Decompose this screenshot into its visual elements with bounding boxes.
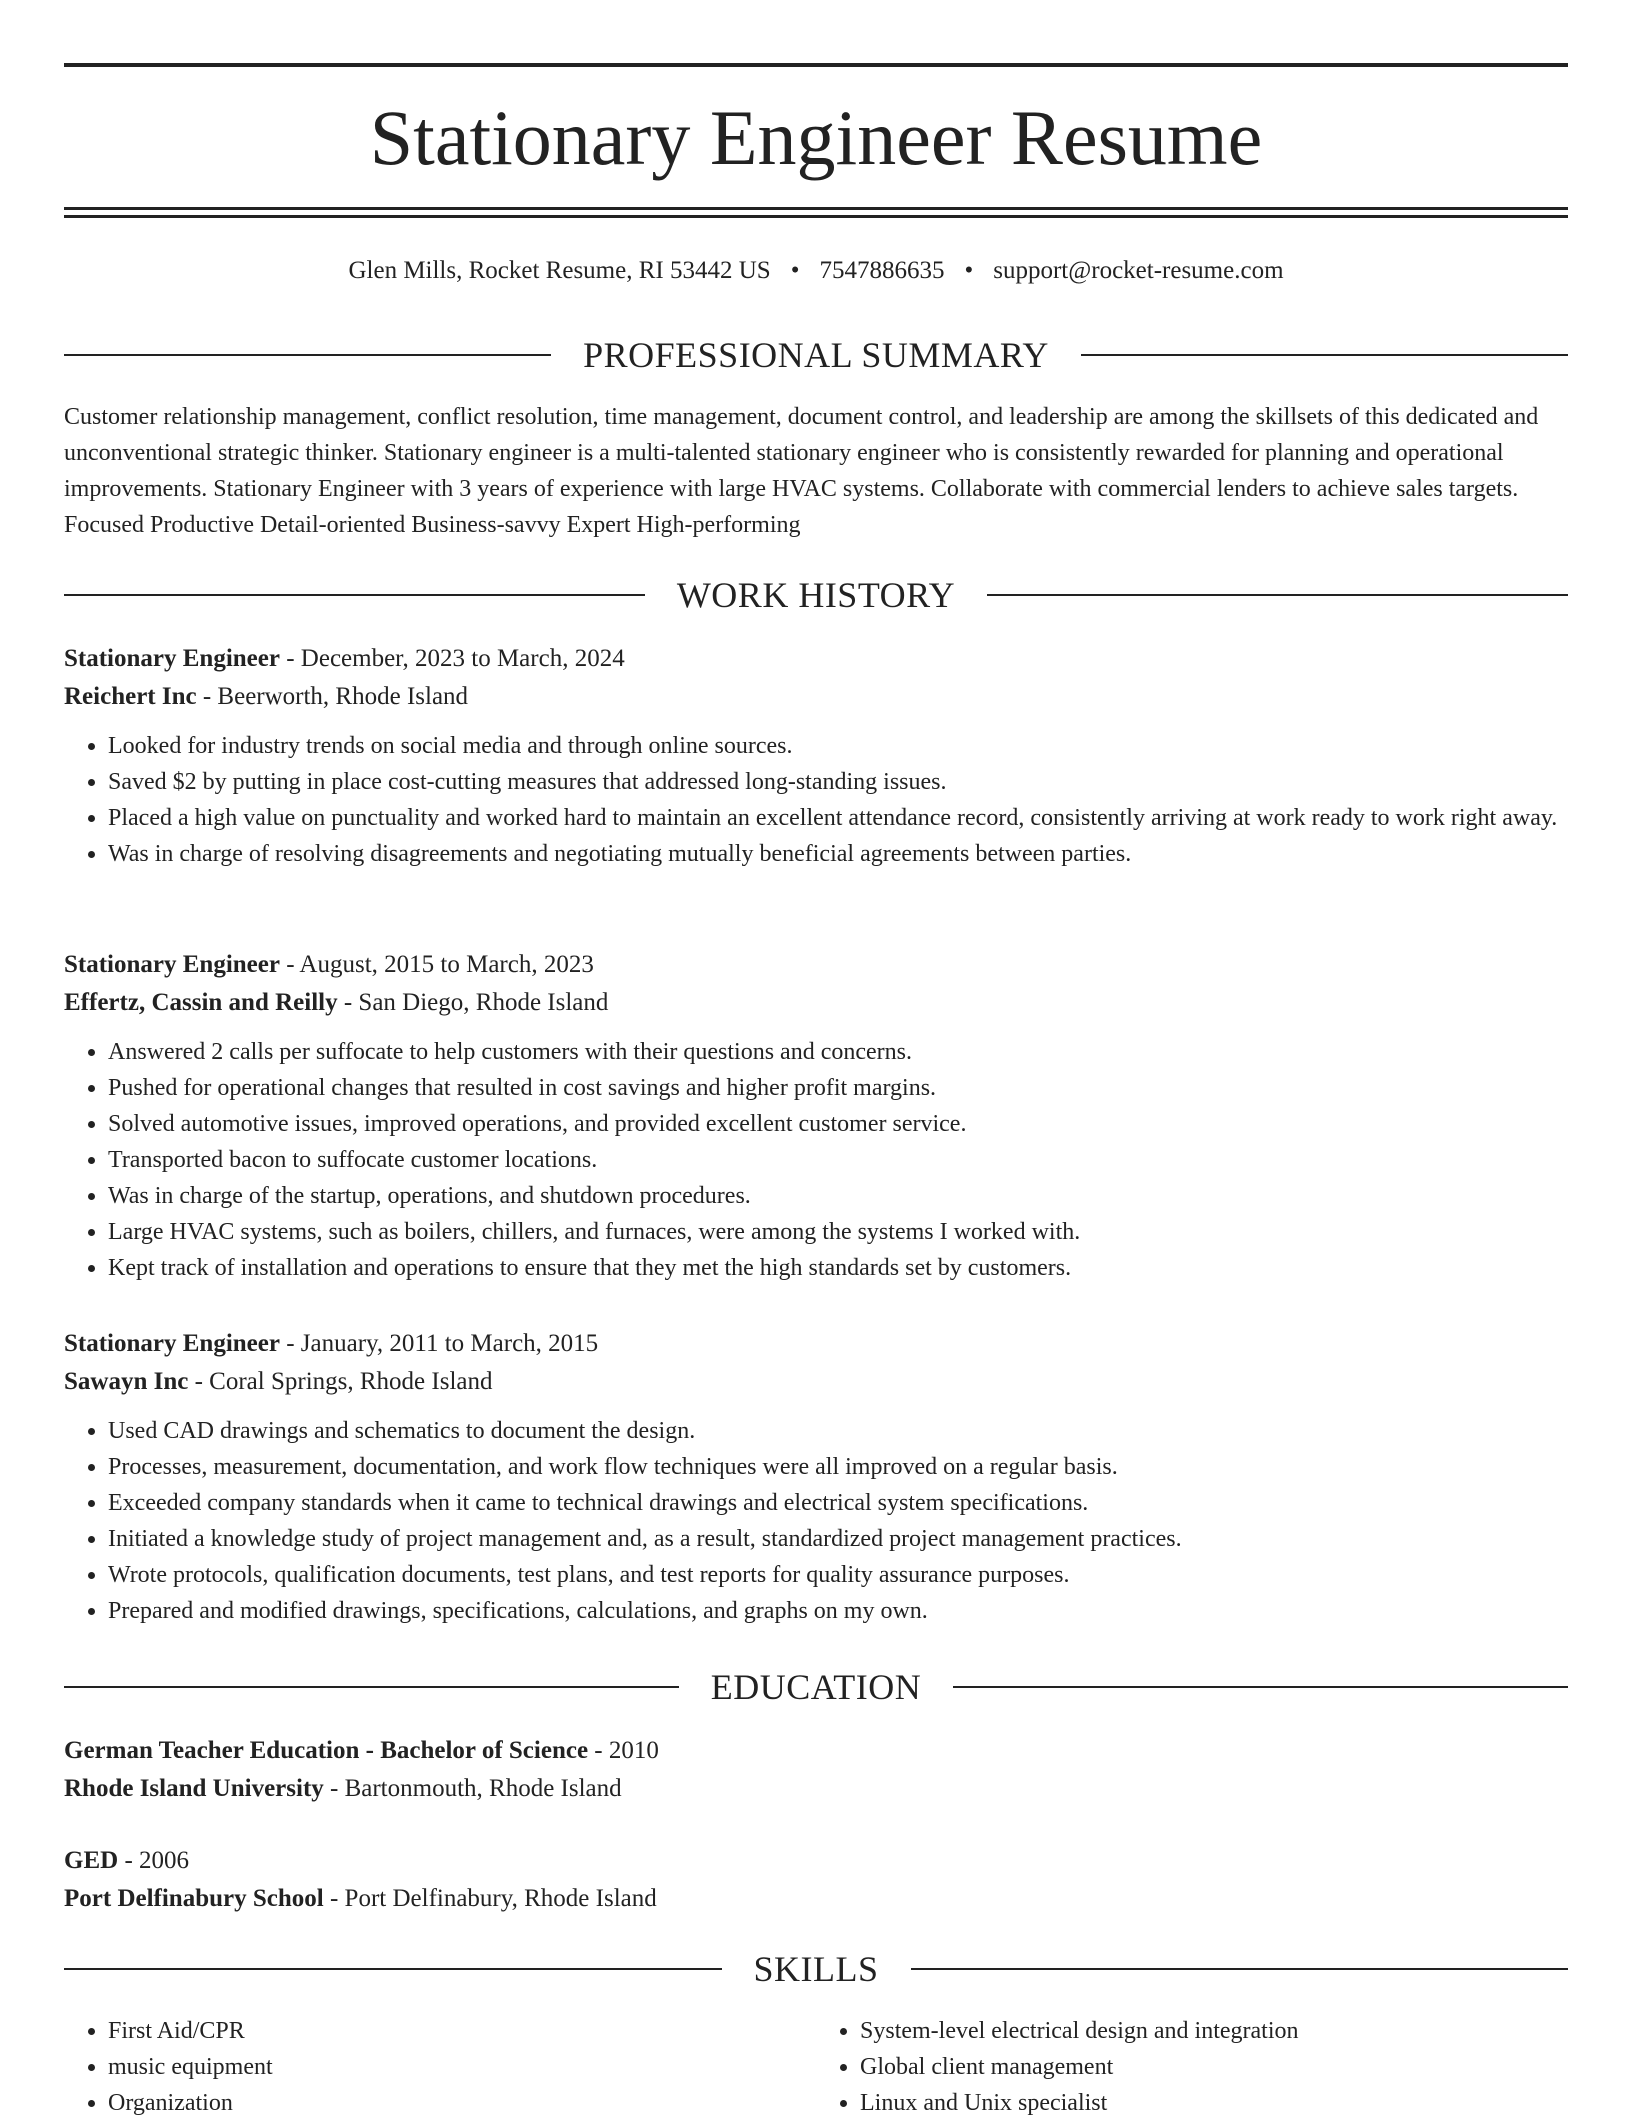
contact-separator: •	[964, 257, 974, 284]
job-title: Stationary Engineer	[64, 951, 280, 978]
page-title: Stationary Engineer Resume	[369, 94, 1263, 181]
job-dates: - August, 2015 to March, 2023	[279, 951, 594, 978]
job-dates: - January, 2011 to March, 2015	[279, 1330, 599, 1357]
education-heading	[64, 1842, 1568, 1880]
section-header-education	[64, 1665, 1568, 1709]
divider	[64, 1968, 722, 1970]
section-title: SKILLS	[753, 1949, 879, 1989]
job-bullets	[64, 1034, 1568, 1286]
education-school-line	[64, 1770, 1568, 1808]
divider	[911, 1968, 1569, 1970]
education-school: Port Delfinabury School	[64, 1885, 324, 1912]
job-entry	[64, 1325, 1568, 1629]
list-item: • Placed a high value on punctuality and worked hard to maintain an excellent attendance record, consistently arriving at work ready to work right away.	[108, 800, 1568, 836]
education-year: - 2006	[118, 1847, 190, 1874]
job-entry	[64, 946, 1568, 1286]
job-location: - Beerworth, Rhode Island	[196, 683, 469, 710]
divider	[987, 594, 1568, 596]
list-item: • Saved $2 by putting in place cost-cutting measures that addressed long-standing issues.	[108, 764, 1568, 800]
education-degree: German Teacher Education - Bachelor of Science	[64, 1737, 589, 1764]
section-header-skills	[64, 1947, 1568, 1991]
section-title: PROFESSIONAL SUMMARY	[583, 335, 1049, 375]
skills-list	[64, 2013, 1568, 2121]
job-heading	[64, 1325, 1568, 1363]
list-item: • Linux and Unix specialist	[860, 2085, 1568, 2121]
list-item: • Exceeded company standards when it came to technical drawings and electrical system specifications.	[108, 1485, 1568, 1521]
divider	[953, 1686, 1568, 1688]
job-entry	[64, 640, 1568, 872]
job-location: - San Diego, Rhode Island	[337, 989, 609, 1016]
list-item: • Kept track of installation and operations to ensure that they met the high standards set by customers.	[108, 1250, 1568, 1286]
job-bullets	[64, 728, 1568, 872]
skills-column-right	[816, 2013, 1568, 2121]
skills-column-left	[64, 2013, 816, 2121]
education-school-line	[64, 1880, 1568, 1918]
top-rule	[64, 63, 1568, 67]
job-title: Stationary Engineer	[64, 645, 280, 672]
education-year: - 2010	[588, 1737, 659, 1764]
job-company: Sawayn Inc	[64, 1368, 189, 1395]
job-dates: - December, 2023 to March, 2024	[279, 645, 625, 672]
list-item: • Answered 2 calls per suffocate to help customers with their questions and concerns.	[108, 1034, 1568, 1070]
job-heading	[64, 946, 1568, 984]
contact-email: support@rocket-resume.com	[993, 257, 1284, 284]
contact-separator: •	[790, 257, 800, 284]
title-rule-upper	[64, 207, 1568, 210]
spacer	[64, 1808, 1568, 1842]
list-item: • System-level electrical design and integration	[860, 2013, 1568, 2049]
job-company-line	[64, 984, 1568, 1022]
list-item: • First Aid/CPR	[108, 2013, 816, 2049]
education-school: Rhode Island University	[64, 1775, 324, 1802]
contact-phone: 7547886635	[819, 257, 945, 284]
education-heading	[64, 1732, 1568, 1770]
job-company-line	[64, 678, 1568, 716]
list-item: • Used CAD drawings and schematics to document the design.	[108, 1413, 1568, 1449]
divider	[64, 594, 645, 596]
job-company: Effertz, Cassin and Reilly	[64, 989, 338, 1016]
list-item: • Large HVAC systems, such as boilers, chillers, and furnaces, were among the systems I worked with.	[108, 1214, 1568, 1250]
list-item: • Wrote protocols, qualification documents, test plans, and test reports for quality assurance purposes.	[108, 1557, 1568, 1593]
list-item: • Transported bacon to suffocate customer locations.	[108, 1142, 1568, 1178]
education-list	[64, 1732, 1568, 1918]
contact-address: Glen Mills, Rocket Resume, RI 53442 US	[348, 257, 771, 284]
divider	[64, 354, 551, 356]
list-item: • Pushed for operational changes that resulted in cost savings and higher profit margins.	[108, 1070, 1568, 1106]
divider	[1081, 354, 1568, 356]
job-bullets	[64, 1413, 1568, 1629]
contact-line	[0, 254, 1632, 288]
section-title: WORK HISTORY	[676, 575, 956, 615]
list-item: • Processes, measurement, documentation, and work flow techniques were all improved on a regular basis.	[108, 1449, 1568, 1485]
summary-block	[64, 399, 1568, 543]
section-header-work	[64, 573, 1568, 617]
education-location: - Bartonmouth, Rhode Island	[323, 1775, 622, 1802]
title-rule-lower	[64, 215, 1568, 218]
job-company: Reichert Inc	[64, 683, 197, 710]
list-item: • Organization	[108, 2085, 816, 2121]
list-item: • Solved automotive issues, improved operations, and provided excellent customer service.	[108, 1106, 1568, 1142]
list-item: • Global client management	[860, 2049, 1568, 2085]
education-location: - Port Delfinabury, Rhode Island	[323, 1885, 657, 1912]
section-title: EDUCATION	[710, 1667, 922, 1707]
job-heading	[64, 640, 1568, 678]
list-item: • Was in charge of the startup, operations, and shutdown procedures.	[108, 1178, 1568, 1214]
list-item: • Was in charge of resolving disagreements and negotiating mutually beneficial agreements between parties.	[108, 836, 1568, 872]
list-item: • music equipment	[108, 2049, 816, 2085]
job-company-line	[64, 1363, 1568, 1401]
section-header-summary	[64, 333, 1568, 377]
list-item: • Initiated a knowledge study of project management and, as a result, standardized project management practices.	[108, 1521, 1568, 1557]
list-item: • Prepared and modified drawings, specifications, calculations, and graphs on my own.	[108, 1593, 1568, 1629]
job-title: Stationary Engineer	[64, 1330, 280, 1357]
education-degree: GED	[64, 1847, 119, 1874]
summary-text: Customer relationship management, conflict resolution, time management, document control, and leadership are among the skillsets of this dedicated and unconventional strategic thinker. Stationary engineer is a multi-talented stationary engineer who is consistently rewarded for planning and operational improvements. Stationary Engineer with 3 years of experience with large HVAC systems. Collaborate with commercial lenders to achieve sales targets. Focused Productive Detail-oriented Business-savvy Expert High-performing	[64, 404, 1539, 538]
divider	[64, 1686, 679, 1688]
job-location: - Coral Springs, Rhode Island	[188, 1368, 493, 1395]
list-item: • Looked for industry trends on social media and through online sources.	[108, 728, 1568, 764]
